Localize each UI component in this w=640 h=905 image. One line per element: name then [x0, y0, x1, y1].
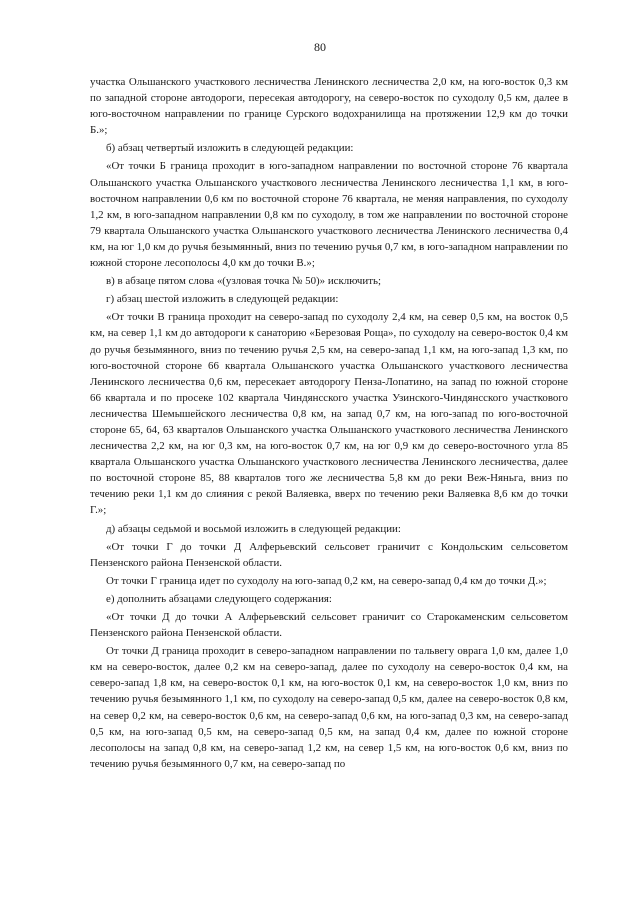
- paragraph: «От точки Б граница проходит в юго-западном направлении по восточной стороне 76 квартала Ольшанского участка Ольшанского участкового лесничества Ленинского лесничества 1,1 км, в юго-восточном направлении 0,6 км по восточной стороне 76 квартала, не меняя направления, по суходолу 1,2 км, в юго-западном направлении 0,8 км по суходолу, в том же направлении по восточной стороне 79 квартала Ольшанского участка Ольшанского участкового лесничества Ленинского лесничества 0,4 км, на юг 1,0 км до ручья безымянный, вниз по течению ручья 0,7 км, в юго-западном направлении по южной стороне лесополосы 4,0 км до точки В.»;: [90, 160, 568, 270]
- paragraph: в) в абзаце пятом слова «(узловая точка № 50)» исключить;: [106, 275, 381, 288]
- paragraph: От точки Г граница идет по суходолу на юго-запад 0,2 км, на северо-запад 0,4 км до точки Д.»;: [106, 574, 547, 587]
- paragraph: «От точки В граница проходит на северо-запад по суходолу 2,4 км, на север 0,5 км, на восток 0,5 км, на север 1,1 км до автодороги к санаторию «Березовая Роща», по суходолу на северо-восток 0,4 км до ручья безымянного, вниз по течению ручья 2,5 км, на северо-запад 1,1 км, на юго-запад 1,3 км, по юго-восточной стороне 66 квартала Ольшанского участка Ольшанского участкового лесничества Ленинского лесничества 0,6 км, пересекает автодорогу Пенза-Лопатино, на запад по южной стороне 66 квартала и по просеке 102 квартала Чиндянсского участка Узинского-Чиндянсского участкового лесничества Шемышейского лесничества 0,8 км, на запад 0,7 км, на юго-запад по юго-восточной стороне 65, 64, 63 кварталов Ольшанского участка Ольшанского участкового лесничества Ленинского лесничества 2,2 км, на юг 0,3 км, на юго-восток 0,7 км, на юг 0,9 км до северо-восточного угла 85 квартала Ольшанского участка Ольшанского участкового лесничества Ленинского лесничества, далее по восточной стороне 85, 88 кварталов того же лесничества 5,8 км до реки Веж-Няньга, вниз по течению реки 1,1 км до слияния с рекой Валяевка, вверх по течению реки Валяевка 8,6 км до точки Г.»;: [90, 311, 568, 517]
- paragraph: е) дополнить абзацами следующего содержания:: [106, 592, 332, 605]
- paragraph: б) абзац четвертый изложить в следующей редакции:: [106, 142, 354, 155]
- paragraph: «От точки Г до точки Д Алферьевский сельсовет граничит с Кондольским сельсоветом Пензенского района Пензенской области.: [90, 540, 568, 569]
- paragraph: д) абзацы седьмой и восьмой изложить в следующей редакции:: [106, 522, 401, 535]
- page-number: 80: [314, 40, 326, 54]
- paragraph: участка Ольшанского участкового лесничества Ленинского лесничества 2,0 км, на юго-восток 0,3 км по западной стороне автодороги, пересекая автодорогу, на северо-восток по суходолу 0,5 км, далее в юго-восточном направлении по границе Сурского водохранилища на протяжении 12,9 км до точки Б.»;: [90, 76, 568, 137]
- paragraph: От точки Д граница проходит в северо-западном направлении по тальвегу оврага 1,0 км, далее 1,0 км на северо-восток, далее 0,2 км на северо-запад, далее по суходолу на северо-восток 0,4 км, на северо-запад 1,8 км, на северо-восток 0,1 км, на юго-восток 0,1 км, на северо-восток 1,0 км, вниз по течению ручья безымянного 1,1 км, по суходолу на северо-запад 0,5 км, далее на северо-восток 0,8 км, на север 0,2 км, на северо-восток 0,6 км, на северо-запад 0,6 км, на юго-запад 0,3 км, на северо-запад 0,5 км, на юго-запад 0,5 км, на северо-запад 0,5 км, на запад 0,4 км, далее по южной стороне лесополосы на запад 0,8 км, на северо-запад 1,2 км, на север 1,5 км, на юго-восток 0,6 км, вниз по течению ручья безымянного 0,7 км, на северо-запад по: [90, 645, 568, 770]
- paragraph: г) абзац шестой изложить в следующей редакции:: [106, 293, 339, 306]
- document-body: [90, 74, 568, 774]
- paragraph: «От точки Д до точки А Алферьевский сельсовет граничит со Старокаменским сельсоветом Пензенского района Пензенской области.: [90, 611, 568, 640]
